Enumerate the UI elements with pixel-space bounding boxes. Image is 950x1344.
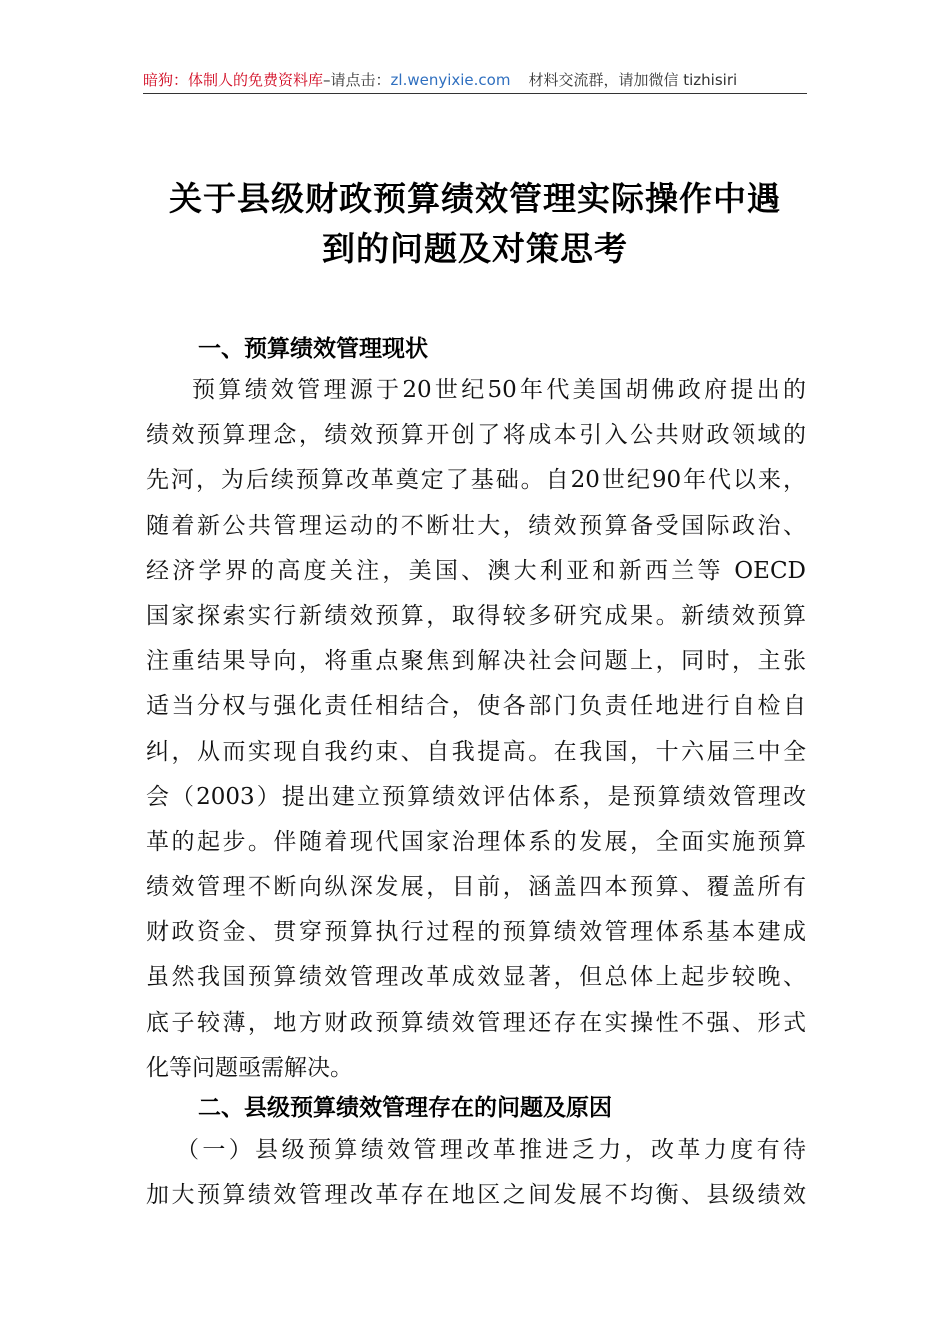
body-line: 虽然我国预算绩效管理改革成效显著，但总体上起步较晚、	[146, 964, 806, 991]
title-line-1: 关于县级财政预算绩效管理实际操作中遇	[169, 179, 781, 218]
body-line: 底子较薄，地方财政预算绩效管理还存在实操性不强、形式	[146, 1009, 806, 1036]
section-2-heading: 二、县级预算绩效管理存在的问题及原因	[198, 1095, 612, 1121]
section-1-body	[146, 368, 806, 1091]
header-brand[interactable]: 暗狗：体制人的免费资料库	[143, 71, 324, 89]
header-url-link[interactable]: zl.wenyixie.com	[390, 71, 511, 89]
body-line: 财政资金、贯穿预算执行过程的预算绩效管理体系基本建成	[146, 919, 806, 946]
body-line: 先河，为后续预算改革奠定了基础。自20世纪90年代以来，	[146, 467, 806, 494]
body-line: 注重结果导向，将重点聚焦到解决社会问题上，同时，主张	[146, 648, 806, 675]
body-line: 革的起步。伴随着现代国家治理体系的发展，全面实施预算	[146, 828, 806, 855]
body-line: 会（2003）提出建立预算绩效评估体系，是预算绩效管理改	[146, 783, 806, 810]
document-title	[120, 174, 830, 274]
body-line: 加大预算绩效管理改革存在地区之间发展不均衡、县级绩效	[146, 1182, 806, 1209]
body-line: 化等问题亟需解决。	[146, 1054, 353, 1081]
header-contact: 材料交流群，请加微信 tizhisiri	[528, 71, 738, 89]
page-header	[143, 70, 807, 90]
section-2-body	[146, 1128, 806, 1218]
body-line: 绩效管理不断向纵深发展，目前，涵盖四本预算、覆盖所有	[146, 874, 806, 901]
body-line: 纠，从而实现自我约束、自我提高。在我国，十六届三中全	[146, 738, 806, 765]
body-line: 适当分权与强化责任相结合，使各部门负责任地进行自检自	[146, 693, 806, 720]
header-prompt: –请点击：	[323, 71, 391, 89]
body-line: 随着新公共管理运动的不断壮大，绩效预算备受国际政治、	[146, 512, 806, 539]
body-line: 国家探索实行新绩效预算，取得较多研究成果。新绩效预算	[146, 602, 806, 629]
body-line: 绩效预算理念，绩效预算开创了将成本引入公共财政领域的	[146, 422, 806, 449]
body-line: 经济学界的高度关注，美国、澳大利亚和新西兰等 OECD	[146, 557, 806, 584]
body-line: 预算绩效管理源于20世纪50年代美国胡佛政府提出的	[192, 377, 806, 403]
title-line-2: 到的问题及对策思考	[322, 229, 628, 268]
section-1-heading: 一、预算绩效管理现状	[198, 336, 428, 362]
header-divider	[143, 93, 807, 94]
body-line: （一）县级预算绩效管理改革推进乏力，改革力度有待	[176, 1137, 806, 1163]
